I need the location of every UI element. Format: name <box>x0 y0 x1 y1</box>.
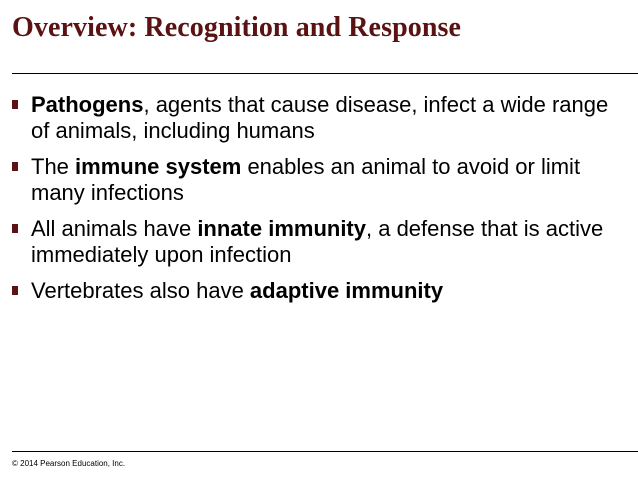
bullet-text-prefix: All animals have <box>31 216 198 241</box>
bullet-item-pathogens <box>12 92 612 144</box>
bullet-item-adaptive-immunity <box>12 278 612 304</box>
bullet-text: , agents that cause disease, infect a wide range of animals, including humans <box>31 92 609 143</box>
bullet-text-prefix: The <box>31 154 76 179</box>
copyright-footer: © 2014 Pearson Education, Inc. <box>12 459 126 468</box>
bullet-item-immune-system <box>12 154 612 206</box>
bullet-bold-term: immune system <box>75 154 242 179</box>
square-bullet-icon <box>12 162 18 171</box>
square-bullet-icon <box>12 100 18 109</box>
bullet-text-prefix: Vertebrates also have <box>31 278 250 303</box>
square-bullet-icon <box>12 286 18 295</box>
bullet-list <box>12 92 612 314</box>
bullet-item-innate-immunity <box>12 216 612 268</box>
bullet-text-suffix: enables an animal to avoid or limit many infections <box>31 154 581 205</box>
bullet-text-suffix: , a defense that is active immediately upon infection <box>31 216 604 267</box>
footer-divider <box>12 451 638 452</box>
square-bullet-icon <box>12 224 18 233</box>
slide-title: Overview: Recognition and Response <box>12 12 462 43</box>
bullet-bold-term: innate immunity <box>197 216 366 241</box>
bullet-bold-term: Pathogens <box>31 92 144 117</box>
title-divider <box>12 73 638 74</box>
bullet-bold-term: adaptive immunity <box>249 278 444 303</box>
